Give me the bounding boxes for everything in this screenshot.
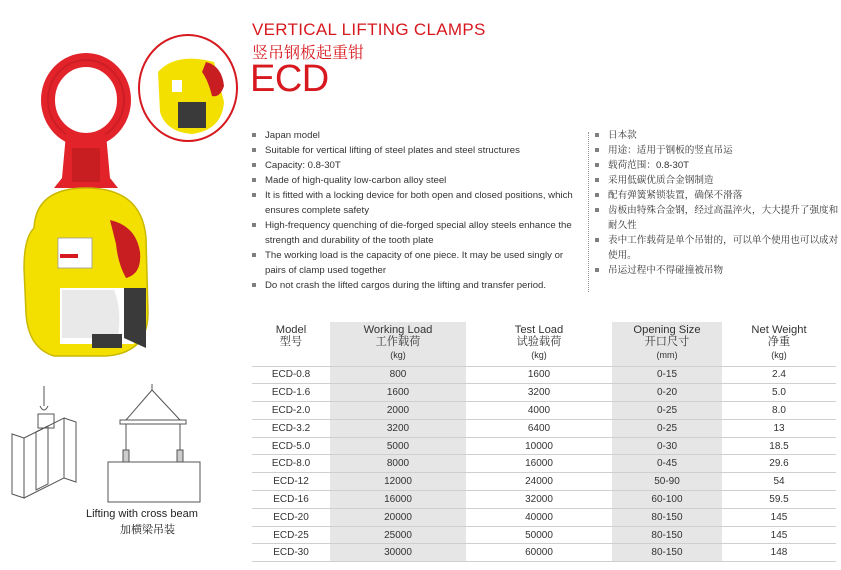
table-cell: 16000	[466, 455, 612, 473]
feature-item: Made of high-quality low-carbon alloy steel	[252, 173, 582, 188]
table-cell: 5.0	[722, 384, 836, 402]
feature-item: Suitable for vertical lifting of steel plates and steel structures	[252, 143, 582, 158]
table-cell: ECD-2.0	[252, 402, 330, 420]
illustration-caption-english: Lifting with cross beam	[86, 508, 198, 520]
title-english: VERTICAL LIFTING CLAMPS	[252, 20, 486, 39]
feature-item: Capacity: 0.8-30T	[252, 158, 582, 173]
column-header-test-load: Test Load 试验载荷 (kg)	[514, 324, 564, 360]
table-row	[252, 473, 836, 491]
table-cell: 80-150	[612, 526, 722, 544]
table-cell: 148	[722, 544, 836, 562]
table-row	[252, 544, 836, 562]
table-header-row	[252, 322, 836, 366]
table-cell: ECD-25	[252, 526, 330, 544]
table-cell: 0-25	[612, 419, 722, 437]
illustration-caption-chinese: 加横梁吊装	[120, 524, 175, 536]
table-row	[252, 366, 836, 384]
table-cell: 4000	[466, 402, 612, 420]
feature-item: Do not crash the lifted cargos during the lifting and transfer period.	[252, 278, 582, 293]
table-cell: ECD-30	[252, 544, 330, 562]
column-header-opening-size: Opening Size 开口尺寸 (mm)	[633, 324, 701, 360]
table-cell: 145	[722, 508, 836, 526]
table-cell: 80-150	[612, 508, 722, 526]
feature-item: 配有弹簧紧锁装置，确保不滑落	[595, 188, 840, 203]
table-cell: 50-90	[612, 473, 722, 491]
table-row	[252, 384, 836, 402]
table-cell: 6400	[466, 419, 612, 437]
table-cell: 60-100	[612, 491, 722, 509]
table-cell: 12000	[330, 473, 466, 491]
table-row	[252, 402, 836, 420]
table-cell: 25000	[330, 526, 466, 544]
table-row	[252, 419, 836, 437]
table-cell: 1600	[466, 366, 612, 384]
table-cell: 29.6	[722, 455, 836, 473]
feature-item: 表中工作载荷是单个吊钳的，可以单个使用也可以成对使用。	[595, 233, 840, 263]
table-cell: 18.5	[722, 437, 836, 455]
table-cell: 60000	[466, 544, 612, 562]
table-body	[252, 366, 836, 562]
table-cell: 20000	[330, 508, 466, 526]
table-cell: 0-15	[612, 366, 722, 384]
table-cell: 80-150	[612, 544, 722, 562]
table-cell: 59.5	[722, 491, 836, 509]
table-cell: 1600	[330, 384, 466, 402]
column-divider	[588, 132, 589, 292]
table-cell: 145	[722, 526, 836, 544]
table-row	[252, 437, 836, 455]
column-header-model: Model 型号	[252, 322, 330, 366]
table-cell: 0-20	[612, 384, 722, 402]
table-cell: ECD-12	[252, 473, 330, 491]
table-cell: 16000	[330, 491, 466, 509]
feature-item: 采用低碳优质合金钢制造	[595, 173, 840, 188]
feature-item: 载荷范围：0.8-30T	[595, 158, 840, 173]
clamp-detail-inset	[136, 32, 240, 144]
table-cell: ECD-8.0	[252, 455, 330, 473]
column-header-working-load: Working Load 工作载荷 (kg)	[363, 324, 433, 360]
table-cell: 3200	[330, 419, 466, 437]
table-cell: 54	[722, 473, 836, 491]
features-english-list	[252, 128, 582, 293]
column-header-net-weight: Net Weight 净重 (kg)	[751, 324, 807, 360]
table-cell: 40000	[466, 508, 612, 526]
table-row	[252, 526, 836, 544]
table-cell: 10000	[466, 437, 612, 455]
table-cell: ECD-20	[252, 508, 330, 526]
feature-item: 日本款	[595, 128, 840, 143]
steel-plate-illustration	[6, 384, 86, 504]
table-cell: ECD-0.8	[252, 366, 330, 384]
cross-beam-illustration	[100, 384, 210, 506]
table-cell: ECD-5.0	[252, 437, 330, 455]
table-cell: 0-30	[612, 437, 722, 455]
table-row	[252, 455, 836, 473]
table-row	[252, 508, 836, 526]
table-cell: 50000	[466, 526, 612, 544]
table-cell: 24000	[466, 473, 612, 491]
title-chinese: 竖吊钢板起重钳	[252, 45, 365, 62]
table-cell: 2000	[330, 402, 466, 420]
table-cell: 3200	[466, 384, 612, 402]
features-chinese-list	[595, 128, 840, 278]
feature-item: High-frequency quenching of die-forged special alloy steels enhance the strength and durability of the tooth plate	[252, 218, 582, 248]
table-cell: 800	[330, 366, 466, 384]
feature-item: 齿板由特殊合金钢，经过高温淬火，大大提升了强度和耐久性	[595, 203, 840, 233]
feature-item: The working load is the capacity of one piece. It may be used singly or pairs of clamp used together	[252, 248, 582, 278]
table-cell: 8.0	[722, 402, 836, 420]
table-cell: 2.4	[722, 366, 836, 384]
feature-item: 吊运过程中不得碰撞被吊物	[595, 263, 840, 278]
table-row	[252, 491, 836, 509]
table-cell: 13	[722, 419, 836, 437]
feature-item: 用途：适用于钢板的竖直吊运	[595, 143, 840, 158]
table-cell: ECD-1.6	[252, 384, 330, 402]
table-cell: ECD-3.2	[252, 419, 330, 437]
feature-item: It is fitted with a locking device for both open and closed positions, which ensures complete safety	[252, 188, 582, 218]
specification-table	[252, 322, 836, 562]
table-cell: 32000	[466, 491, 612, 509]
feature-item: Japan model	[252, 128, 582, 143]
table-cell: 5000	[330, 437, 466, 455]
table-cell: 30000	[330, 544, 466, 562]
model-code-title: ECD	[250, 58, 329, 100]
table-cell: 0-45	[612, 455, 722, 473]
table-cell: 0-25	[612, 402, 722, 420]
table-cell: ECD-16	[252, 491, 330, 509]
table-cell: 8000	[330, 455, 466, 473]
